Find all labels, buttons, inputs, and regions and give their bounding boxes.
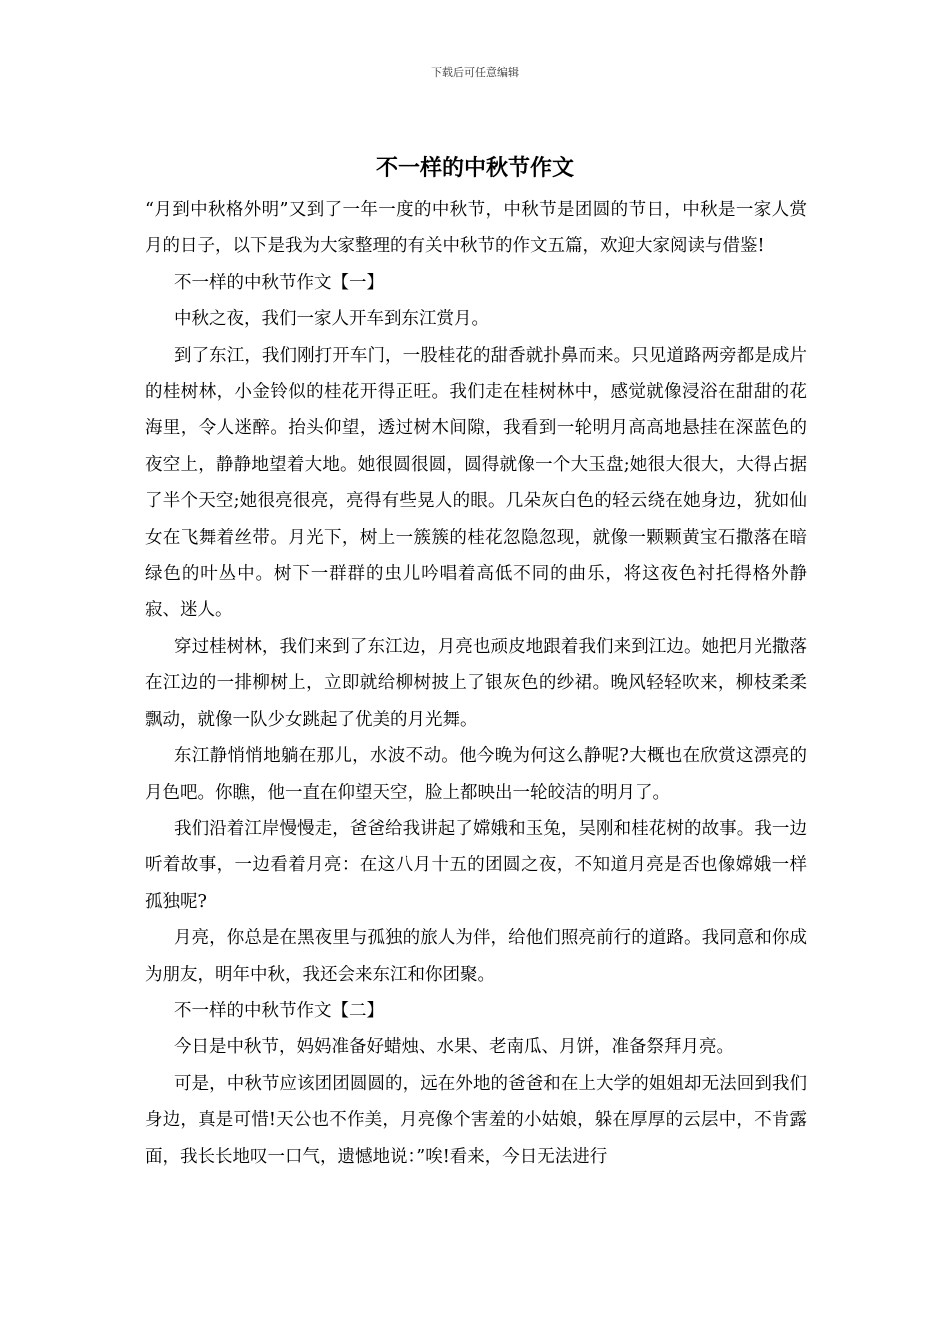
document-title: 不一样的中秋节作文 [375, 155, 574, 181]
body-paragraph: 中秋之夜，我们一家人开车到东江赏月。 [174, 309, 489, 330]
body-paragraph: 月亮，你总是在黑夜里与孤独的旅人为伴，给他们照亮前行的道路。我同意和你成为朋友，明年中秋，我还会来东江和你团聚。 [145, 928, 807, 985]
body-paragraph: 今日是中秋节，妈妈准备好蜡烛、水果、老南瓜、月饼，准备祭拜月亮。 [174, 1037, 734, 1058]
intro-paragraph: “月到中秋格外明”又到了一年一度的中秋节，中秋节是团圆的节日，中秋是一家人赏月的日子，以下是我为大家整理的有关中秋节的作文五篇，欢迎大家阅读与借鉴! [145, 200, 807, 257]
section-heading-2: 不一样的中秋节作文【二】 [174, 1000, 384, 1021]
body-paragraph: 穿过桂树林，我们来到了东江边，月亮也顽皮地跟着我们来到江边。她把月光撒落在江边的一排柳树上，立即就给柳树披上了银灰色的纱裙。晚风轻轻吹来，柳枝柔柔飘动，就像一队少女跳起了优美的月光舞。 [145, 636, 807, 730]
section-heading-1: 不一样的中秋节作文【一】 [174, 272, 384, 293]
body-paragraph: 到了东江，我们刚打开车门，一股桂花的甜香就扑鼻而来。只见道路两旁都是成片的桂树林，小金铃似的桂花开得正旺。我们走在桂树林中，感觉就像浸浴在甜甜的花海里，令人迷醉。抬头仰望，透过树木间隙，我看到一轮明月高高地悬挂在深蓝色的夜空上，静静地望着大地。她很圆很圆，圆得就像一个大玉盘;她很大很大，大得占据了半个天空;她很亮很亮，亮得有些晃人的眼。几朵灰白色的轻云绕在她身边，犹如仙女在飞舞着丝带。月光下，树上一簇簇的桂花忽隐忽现，就像一颗颗黄宝石撒落在暗绿色的叶丛中。树下一群群的虫儿吟唱着高低不同的曲乐，将这夜色衬托得格外静寂、迷人。 [145, 345, 807, 621]
body-paragraph: 我们沿着江岸慢慢走，爸爸给我讲起了嫦娥和玉兔，吴刚和桂花树的故事。我一边听着故事，一边看着月亮：在这八月十五的团圆之夜，不知道月亮是否也像嫦娥一样孤独呢? [145, 818, 807, 912]
body-paragraph: 可是，中秋节应该团团圆圆的，远在外地的爸爸和在上大学的姐姐却无法回到我们身边，真是可惜!天公也不作美，月亮像个害羞的小姑娘，躲在厚厚的云层中，不肯露面，我长长地叹一口气，遗憾地说：”唉!看来，今日无法进行 [145, 1073, 807, 1167]
header-note: 下载后可任意编辑 [431, 66, 519, 79]
document-body [145, 192, 807, 1175]
body-paragraph: 东江静悄悄地躺在那儿，水波不动。他今晚为何这么静呢?大概也在欣赏这漂亮的月色吧。你瞧，他一直在仰望天空，脸上都映出一轮皎洁的明月了。 [145, 746, 807, 803]
